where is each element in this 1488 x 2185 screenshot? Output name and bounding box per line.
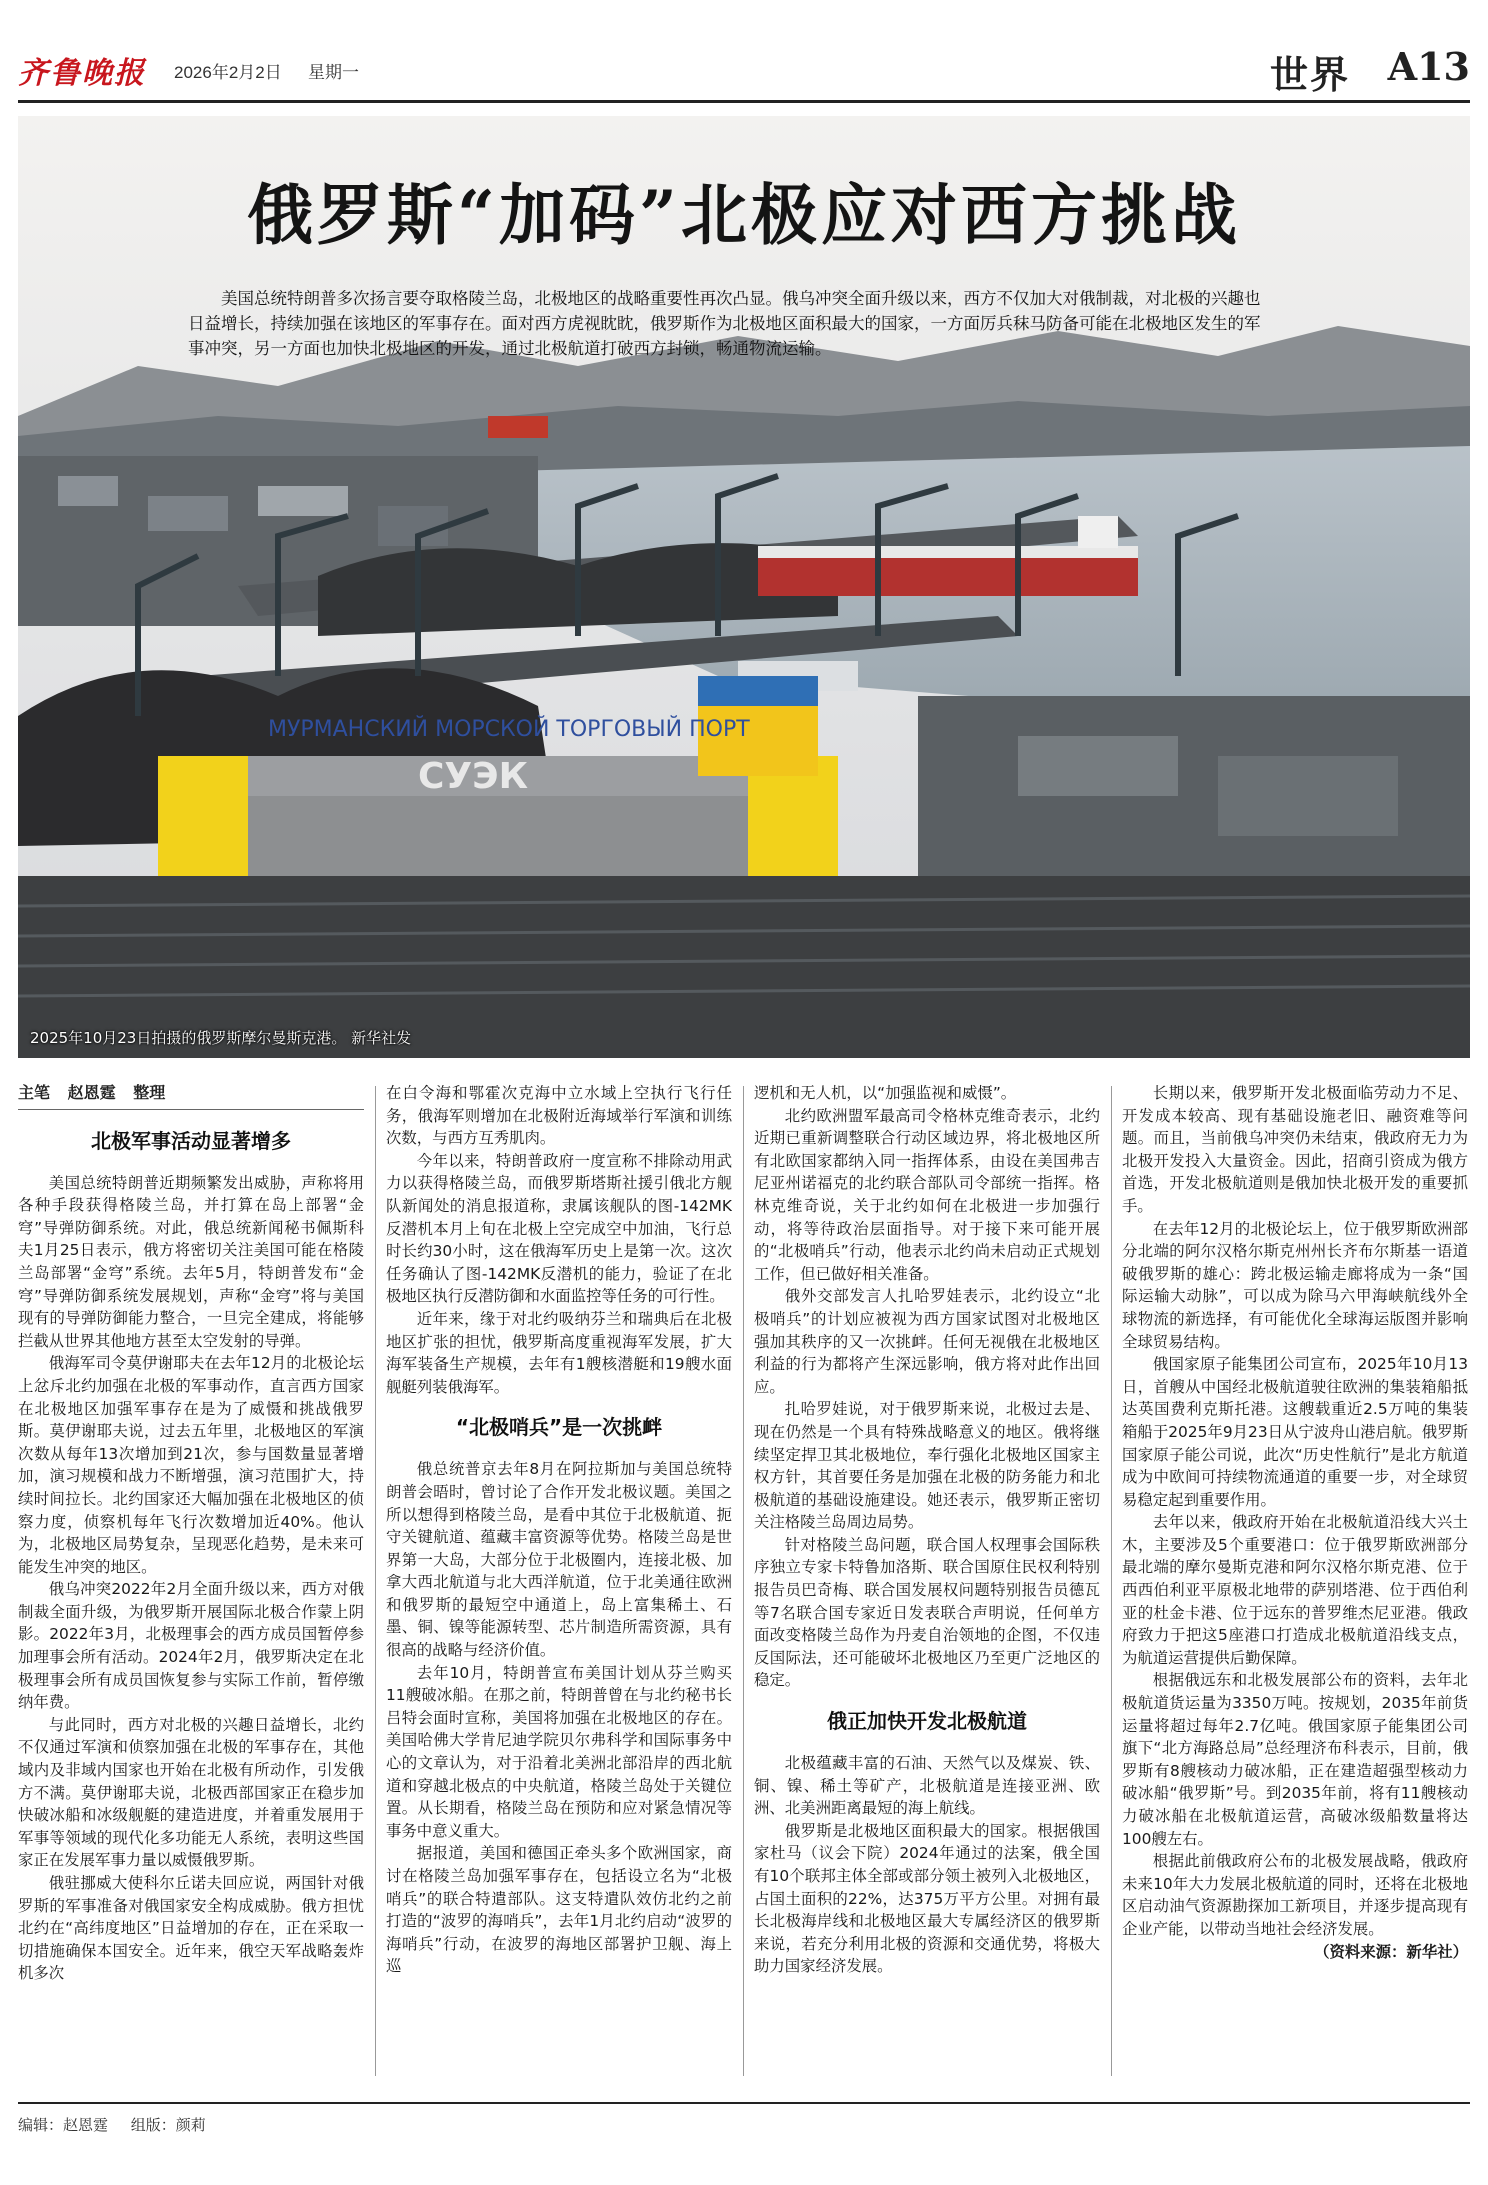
- paragraph: 根据此前俄政府公布的北极发展战略，俄政府未来10年大力发展北极航道的同时，还将在北极地区启动油气资源勘探加工新项目，并逐步提高现有企业产能，以带动当地社会经济发展。: [1122, 1852, 1468, 1938]
- column-divider: [375, 1086, 376, 2076]
- paragraph: 在白令海和鄂霍次克海中立水域上空执行飞行任务，俄海军则增加在北极附近海域举行军演和训练次数，与西方互秀肌肉。: [386, 1084, 732, 1148]
- byline-author: 赵恩霆: [67, 1083, 116, 1102]
- paragraph: 逻机和无人机，以“加强监视和威慑”。: [754, 1084, 1017, 1102]
- photo-caption: 2025年10月23日拍摄的俄罗斯摩尔曼斯克港。 新华社发: [30, 1029, 412, 1047]
- column-1: [18, 1082, 364, 2082]
- paragraph: 与此同时，西方对北极的兴趣日益增长，北约不仅通过军演和侦察加强在北极的军事存在，其他域内及非域内国家也开始在北极有所动作，引发俄方不满。莫伊谢耶夫说，北极西部国家正在稳步加快破冰船和冰级舰艇的建造进度，并着重发展用于军事等领域的现代化多功能无人系统，表明这些国家正在发展军事力量以威慑俄罗斯。: [18, 1715, 364, 1870]
- byline-role: 主笔: [18, 1083, 51, 1102]
- column-divider: [743, 1086, 744, 2076]
- column-2: [386, 1082, 732, 2082]
- page-headline: 俄罗斯“加码”北极应对西方挑战: [247, 176, 1241, 254]
- lead-photo: [18, 116, 1470, 1058]
- publication-weekday: 星期一: [308, 63, 359, 82]
- subheading-3: 俄正加快开发北极航道: [827, 1709, 1027, 1734]
- column-4: [1122, 1082, 1468, 2082]
- source-note: （资料来源：新华社）: [1314, 1942, 1468, 1961]
- layout-credit: 组版：颜莉: [130, 2116, 206, 2134]
- paragraph: 长期以来，俄罗斯开发北极面临劳动力不足、开发成本较高、现有基础设施老旧、融资难等问题。而且，当前俄乌冲突仍未结束，俄政府无力为北极开发投入大量资金。因此，招商引资成为俄方首选，开发北极航道则是俄加快北极开发的重要抓手。: [1122, 1084, 1468, 1215]
- paragraph: 美国总统特朗普近期频繁发出威胁，声称将用各种手段获得格陵兰岛，并打算在岛上部署“金穹”导弹防御系统。对此，俄总统新闻秘书佩斯科夫1月25日表示，俄方将密切关注美国可能在格陵兰岛部署“金穹”系统。去年5月，特朗普发布“金穹”导弹防御系统发展规划，声称“金穹”将与美国现有的导弹防御能力整合，一旦完全建成，将能够拦截从世界其他地方甚至太空发射的导弹。: [18, 1173, 364, 1350]
- paragraph: 根据俄远东和北极发展部公布的资料，去年北极航道货运量为3350万吨。按规划，2035年前货运量将超过每年2.7亿吨。俄国家原子能集团公司旗下“北方海路总局”总经理济布科表示，目前，俄罗斯有8艘核动力破冰船，正在建造超强型核动力破冰船“俄罗斯”号。到2035年前，将有11艘核动力破冰船在北极航道运营，高破冰级船数量将达100艘左右。: [1122, 1671, 1468, 1848]
- paragraph: 俄驻挪威大使科尔丘诺夫回应说，两国针对俄罗斯的军事准备对俄国家安全构成威胁。俄方担忧北约在“高纬度地区”日益增加的存在，正在采取一切措施确保本国安全。近年来，俄空天军战略轰炸机多次: [18, 1874, 364, 1983]
- subheading-1: 北极军事活动显著增多: [91, 1128, 291, 1153]
- editor-credit: 编辑：赵恩霆: [18, 2116, 109, 2134]
- paragraph: 北约欧洲盟军最高司令格林克维奇表示，北约近期已重新调整联合行动区域边界，将北极地区所有北欧国家都纳入同一指挥体系，由设在美国弗吉尼亚州诺福克的北约联合部队司令部统一指挥。格林克维奇说，关于北约如何在北极进一步加强行动，将等待政治层面指导。对于接下来可能开展的“北极哨兵”行动，他表示北约尚未启动正式规划工作，但已做好相关准备。: [754, 1106, 1100, 1283]
- paragraph: 俄国家原子能集团公司宣布，2025年10月13日，首艘从中国经北极航道驶往欧洲的集装箱船抵达英国费利克斯托港。这艘载重近2.5万吨的集装箱船于2025年9月23日从宁波舟山港启航。俄罗斯国家原子能公司说，此次“历史性航行”是北方航道成为中欧间可持续物流通道的重要一步，对全球贸易稳定起到重要作用。: [1122, 1355, 1468, 1509]
- byline-action: 整理: [133, 1083, 166, 1102]
- page-number: A13: [1387, 44, 1470, 89]
- footer-divider: [18, 2102, 1470, 2104]
- header-divider: [18, 100, 1470, 103]
- column-3: [754, 1082, 1100, 2082]
- article-body: [18, 1082, 1470, 2082]
- paragraph: 俄罗斯是北极地区面积最大的国家。根据俄国家杜马（议会下院）2024年通过的法案，俄全国有10个联邦主体全部或部分领土被列入北极地区，占国土面积的22%，达375万平方公里。对拥有最长北极海岸线和北极地区最大专属经济区的俄罗斯来说，若充分利用北极的资源和交通优势，将极大助力国家经济发展。: [754, 1821, 1100, 1976]
- paragraph: 去年以来，俄政府开始在北极航道沿线大兴土木，主要涉及5个重要港口：位于俄罗斯欧洲部分最北端的摩尔曼斯克港和阿尔汉格尔斯克港、位于西西伯利亚平原极北地带的萨别塔港、位于西伯利亚的杜金卡港、位于远东的普罗维杰尼亚港。俄政府致力于把这5座港口打造成北极航道沿线支点，为航道运营提供后勤保障。: [1122, 1513, 1468, 1667]
- terminal-roof-sign: СУЭК: [418, 756, 529, 797]
- paragraph: 北极蕴藏丰富的石油、天然气以及煤炭、铁、铜、镍、稀土等矿产，北极航道是连接亚洲、欧洲、北美洲距离最短的海上航线。: [754, 1754, 1100, 1818]
- paragraph: 俄乌冲突2022年2月全面升级以来，西方对俄制裁全面升级，为俄罗斯开展国际北极合作蒙上阴影。2022年3月，北极理事会的西方成员国暂停参加理事会所有活动。2024年2月，俄罗斯决定在北极理事会所有成员国恢复参与实际工作前，暂停缴纳年费。: [18, 1580, 364, 1712]
- section-name: 世界: [1269, 52, 1350, 97]
- paragraph: 在去年12月的北极论坛上，位于俄罗斯欧洲部分北端的阿尔汉格尔斯克州州长齐布尔斯基一语道破俄罗斯的雄心：跨北极运输走廊将成为一条“国际运输大动脉”，可以成为除马六甲海峡航线外全球物流的新选择，有可能优化全球海运版图并影响全球贸易结构。: [1122, 1219, 1468, 1351]
- byline: [18, 1082, 364, 1110]
- footer: [18, 2114, 224, 2135]
- paragraph: 近年来，缘于对北约吸纳芬兰和瑞典后在北极地区扩张的担忧，俄罗斯高度重视海军发展，扩大海军装备生产规模，去年有1艘核潜艇和19艘水面舰艇列装俄海军。: [386, 1309, 732, 1396]
- column-divider: [1111, 1086, 1112, 2076]
- lead-paragraph: 美国总统特朗普多次扬言要夺取格陵兰岛，北极地区的战略重要性再次凸显。俄乌冲突全面升级以来，西方不仅加大对俄制裁，对北极的兴趣也日益增长，持续加强在该地区的军事存在。面对西方虎视眈眈，俄罗斯作为北极地区面积最大的国家，一方面厉兵秣马防备可能在北极地区发生的军事冲突，另一方面也加快北极地区的开发，通过北极航道打破西方封锁，畅通物流运输。: [188, 289, 1261, 358]
- paragraph: 俄总统普京去年8月在阿拉斯加与美国总统特朗普会晤时，曾讨论了合作开发北极议题。美国之所以想得到格陵兰岛，是看中其位于北极航道、扼守关键航道、蕴藏丰富资源等优势。格陵兰岛是世界第一大岛，大部分位于北极圈内，连接北极、加拿大西北航道与北大西洋航道，位于北美通往欧洲和俄罗斯的最短空中通道上，岛上富集稀土、石墨、铜、镍等能源转型、芯片制造所需资源，具有很高的战略与经济价值。: [386, 1460, 732, 1660]
- paragraph: 俄外交部发言人扎哈罗娃表示，北约设立“北极哨兵”的计划应被视为西方国家试图对北极地区强加其秩序的又一次挑衅。任何无视俄在北极地区利益的行为都将产生深远影响，俄方将对此作出回应。: [754, 1287, 1100, 1396]
- paragraph: 针对格陵兰岛问题，联合国人权理事会国际秩序独立专家卡特鲁加洛斯、联合国原住民权利特别报告员巴奇梅、联合国发展权问题特别报告员德瓦等7名联合国专家近日发表联合声明说，任何单方面改变格陵兰岛作为丹麦自治领地的企图，不仅违反国际法，还可能破坏北极地区乃至更广泛地区的稳定。: [754, 1535, 1100, 1690]
- paragraph: 俄海军司令莫伊谢耶夫在去年12月的北极论坛上忿斥北约加强在北极的军事动作，直言西方国家在北极地区加强军事存在是为了威慑和挑战俄罗斯。莫伊谢耶夫说，过去五年里，北极地区的军演次数从每年13次增加到21次，参与国数量显著增加，演习规模和战力不断增强，演习范围扩大，持续时间拉长。北约国家还大幅加强在北极地区的侦察力度，侦察机每年飞行次数增加近40%。他认为，北极地区局势复杂，呈现恶化趋势，是未来可能发生冲突的地区。: [18, 1354, 364, 1576]
- paragraph: 扎哈罗娃说，对于俄罗斯来说，北极过去是、现在仍然是一个具有特殊战略意义的地区。俄将继续坚定捍卫其北极地位，奉行强化北极地区国家主权方针，其首要任务是加强在北极的防务能力和北极航道的基础设施建设。她还表示，俄罗斯正密切关注格陵兰岛周边局势。: [754, 1400, 1100, 1532]
- paragraph: 今年以来，特朗普政府一度宣称不排除动用武力以获得格陵兰岛，而俄罗斯塔斯社援引俄北方舰队新闻处的消息报道称，隶属该舰队的图-142MK反潜机本月上旬在北极上空完成空中加油，飞行总时长约30小时，这在俄海军历史上是第一次。这次任务确认了图-142MK反潜机的能力，验证了在北极地区执行反潜防御和水面监控等任务的可行性。: [386, 1151, 732, 1306]
- paragraph: 去年10月，特朗普宣布美国计划从芬兰购买11艘破冰船。在那之前，特朗普曾在与北约秘书长吕特会面时宣称，美国将加强在北极地区的存在。美国哈佛大学肯尼迪学院贝尔弗科学和国际事务中心的文章认为，对于沿着北美洲北部沿岸的西北航道和穿越北极点的中央航道，格陵兰岛处于关键位置。从长期看，格陵兰岛在预防和应对紧急情况等事务中意义重大。: [386, 1663, 732, 1840]
- paragraph: 据报道，美国和德国正牵头多个欧洲国家，商讨在格陵兰岛加强军事存在，包括设立名为“北极哨兵”的联合特遣部队。这支特遣队效仿北约之前打造的“波罗的海哨兵”，去年1月北约启动“波罗的海哨兵”行动，在波罗的海地区部署护卫舰、海上巡: [386, 1844, 732, 1976]
- masthead: [18, 44, 1470, 97]
- subheading-2: “北极哨兵”是一次挑衅: [455, 1415, 663, 1440]
- publication-date: 2026年2月2日: [174, 63, 282, 82]
- newspaper-logo: 齐鲁晚报: [18, 56, 146, 91]
- port-sign: МУРМАНСКИЙ МОРСКОЙ ТОРГОВЫЙ ПОРТ: [268, 717, 750, 742]
- murmansk-port-illustration: [18, 116, 1470, 1058]
